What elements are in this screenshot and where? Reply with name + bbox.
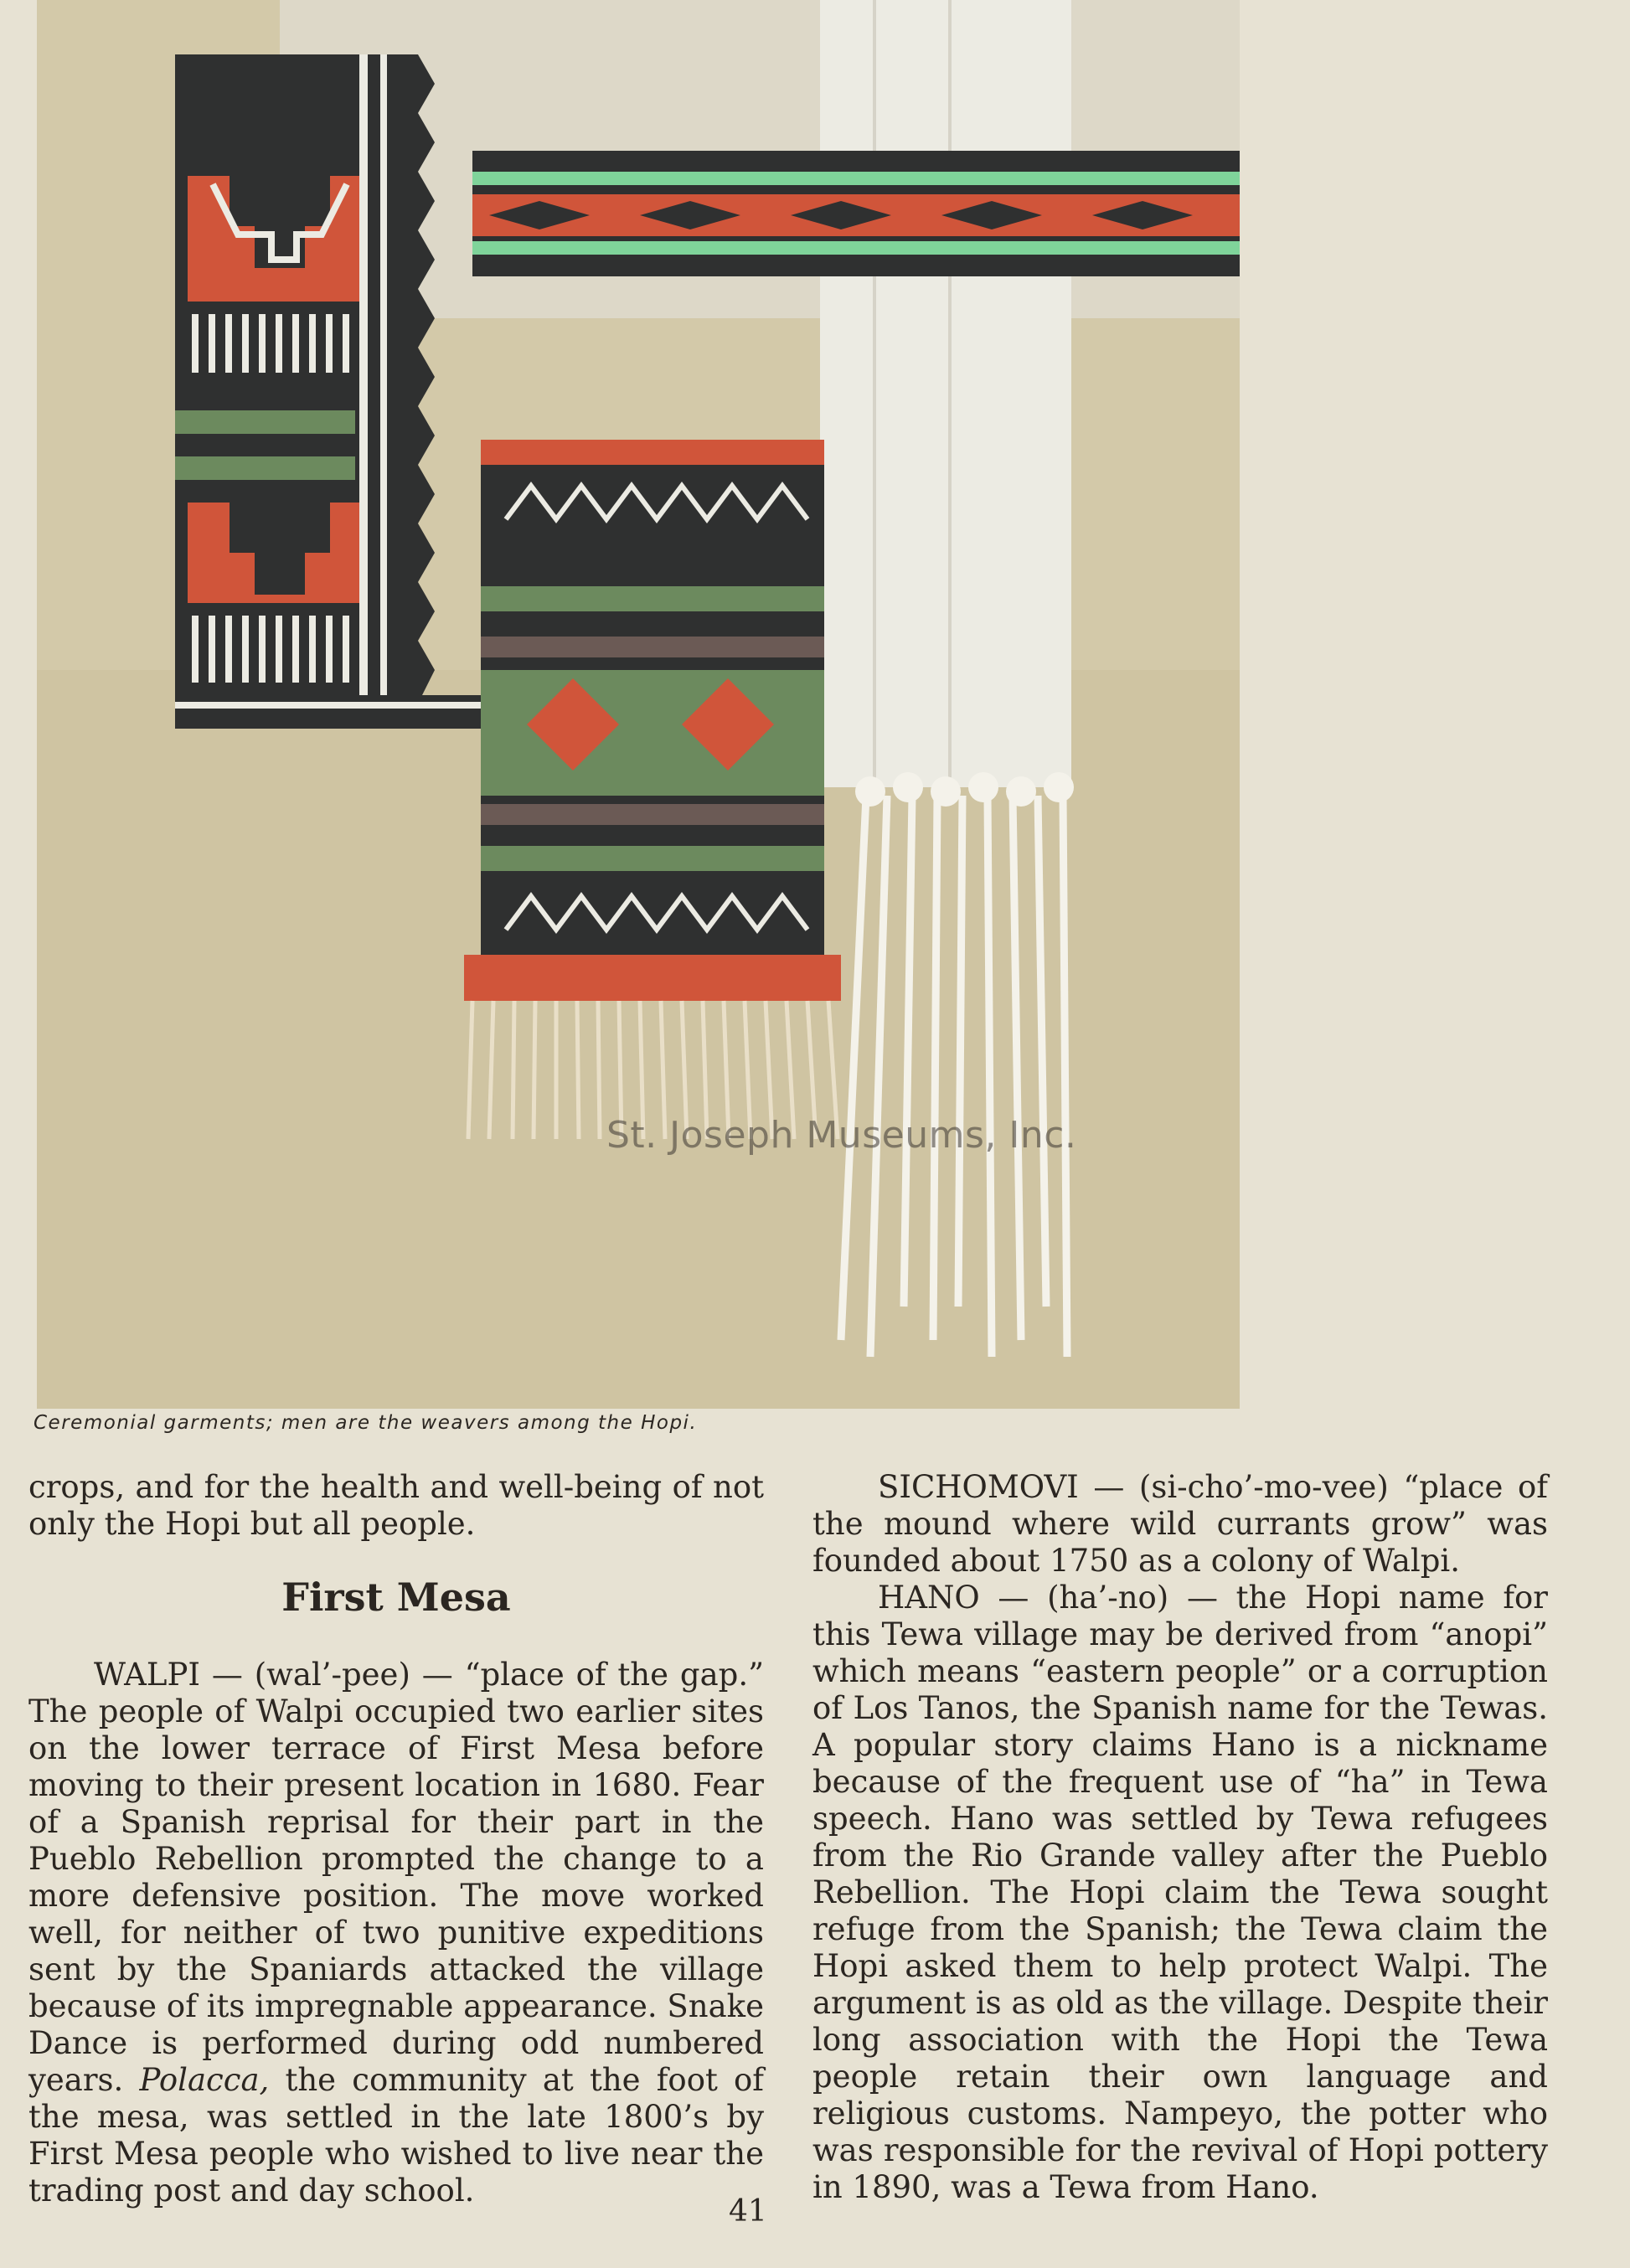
photo-caption: Ceremonial garments; men are the weavers among the Hopi. bbox=[34, 1412, 698, 1434]
right-column bbox=[812, 1469, 1548, 2206]
photo-watermark: St. Joseph Museums, Inc. bbox=[606, 1114, 1077, 1157]
polacca-italic: Polacca, bbox=[139, 2062, 270, 2098]
walpi-paragraph bbox=[28, 1657, 764, 2209]
garments-illustration bbox=[37, 0, 1240, 1409]
hano-paragraph: HANO — (ha’-no) — the Hopi name for this Tewa village may be derived from “anopi” which means “eastern people” or a corruption of Los Tanos, the Spanish name for the Tewas. A popular story claims Hano is a nickname because of the frequent use of “ha” in Tewa speech. Hano was settled by Tewa refugees from the Rio Grande valley after the Pueblo Rebellion. The Hopi claim the Tewa sought refuge from the Spanish; the Tewa claim the Hopi asked them to help protect Walpi. The argument is as old as the village. Despite their long association with the Hopi the Tewa people retain their own language and religious customs. Nampeyo, the potter who was responsible for the revival of Hopi pottery in 1890, was a Tewa from Hano. bbox=[812, 1580, 1548, 2205]
garments-photo bbox=[37, 0, 1240, 1409]
walpi-text-a: WALPI — (wal’-pee) — “place of the gap.” The people of Walpi occupied two earlier sites on the lower terrace of First Mesa before moving to their present location in 1680. Fear of a Spanish reprisal for their part in the Pueblo Rebellion prompted the change to a more defensive position. The move worked well, for neither of two punitive expeditions sent by the Spaniards attacked the village because of its impregnable appearance. Snake Dance is performed during odd numbered years. bbox=[28, 1657, 764, 2098]
page-number: 41 bbox=[729, 2194, 767, 2229]
intro-paragraph: crops, and for the health and well-being of not only the Hopi but all people. bbox=[28, 1469, 764, 1542]
section-heading: First Mesa bbox=[281, 1575, 511, 1620]
walpi-text-b: the community at the foot of the mesa, was settled in the late 1800’s by First Mesa people who wished to live near the trading post and day school. bbox=[28, 2062, 764, 2209]
sichomovi-paragraph: SICHOMOVI — (si-cho’-mo-vee) “place of the mound where wild currants grow” was founded about 1750 as a colony of Walpi. bbox=[812, 1469, 1548, 1579]
left-column-intro bbox=[28, 1469, 764, 1543]
walpi-section bbox=[28, 1657, 764, 2209]
